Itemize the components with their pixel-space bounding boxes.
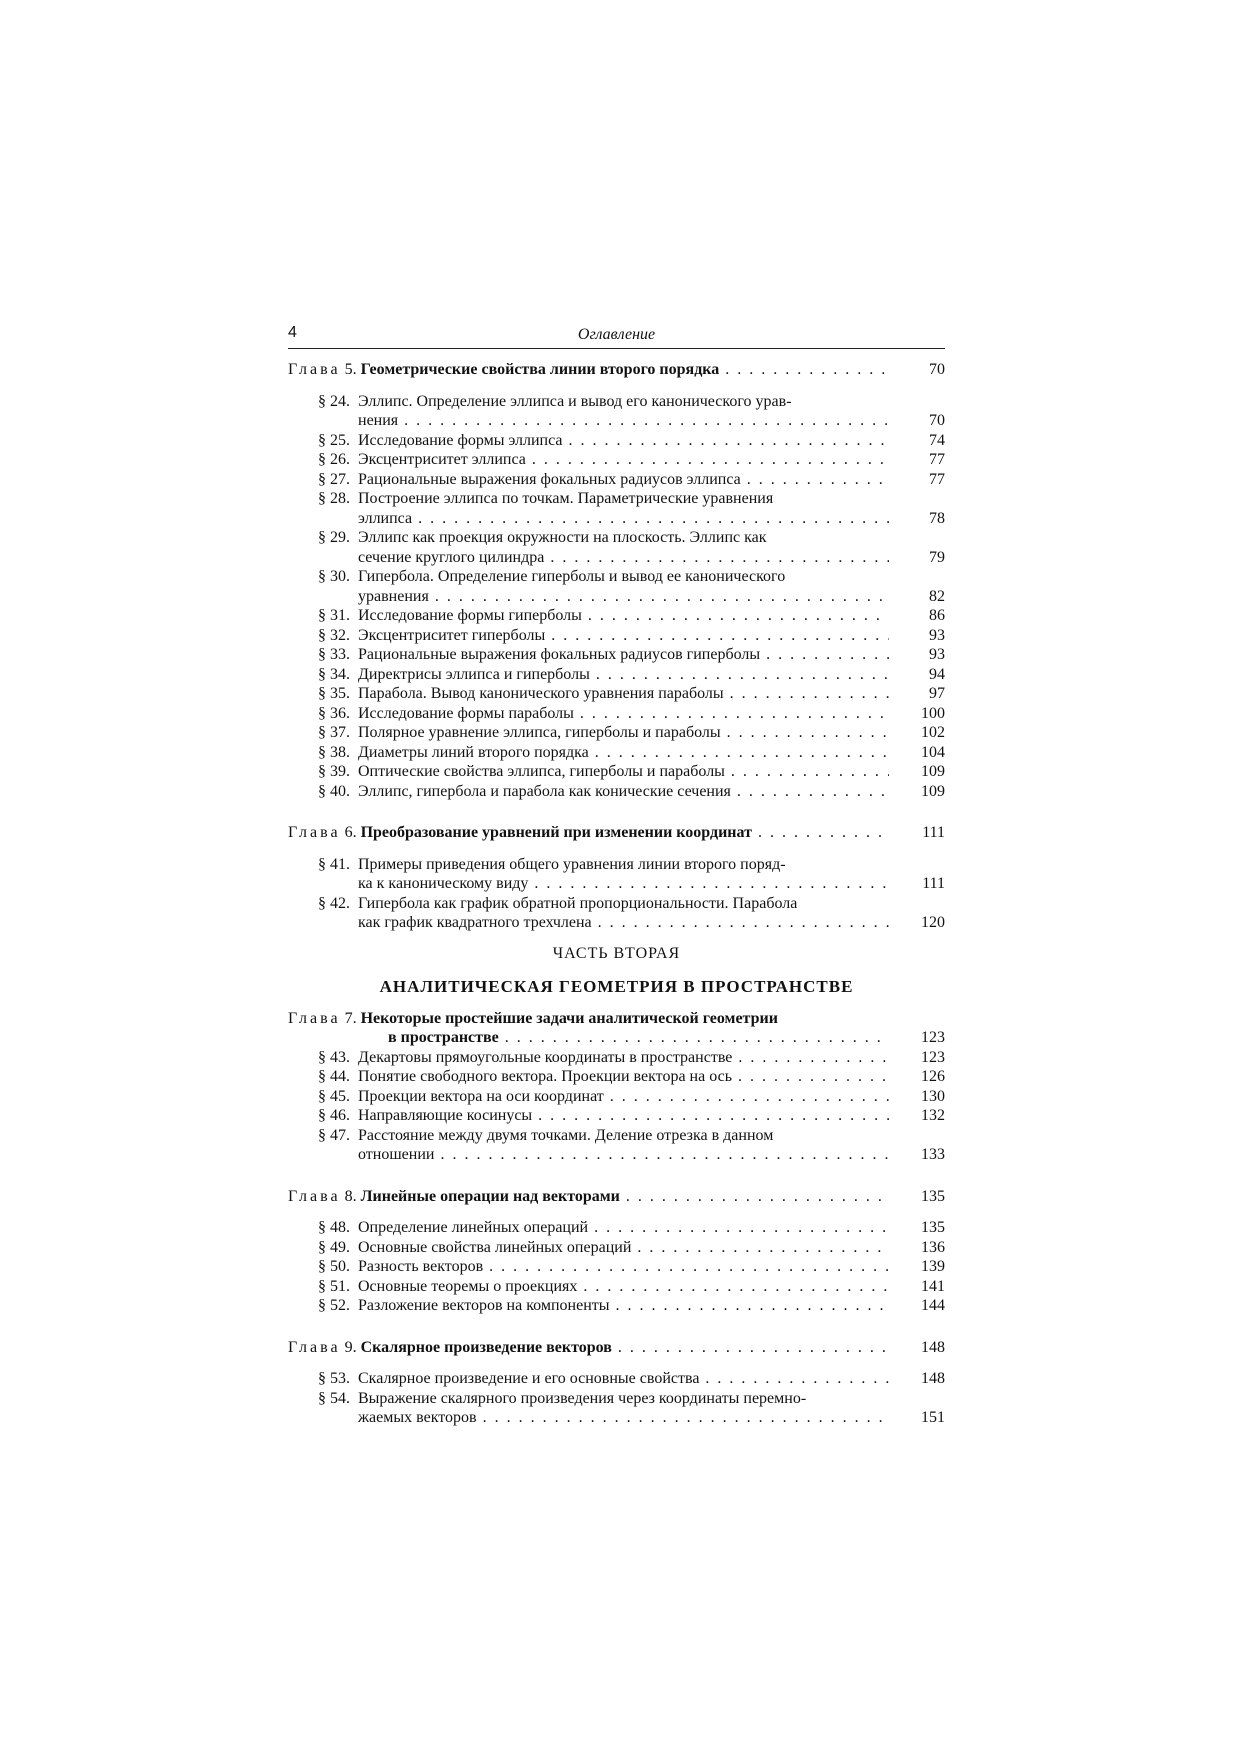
page-ref: 139 (921, 1258, 945, 1275)
chapter-title: Преобразование уравнений при изменении координат (360, 824, 752, 841)
section-number: § 34. (318, 665, 350, 683)
section-title: Оптические свойства эллипса, гиперболы и параболы (358, 763, 725, 780)
section-number: § 46. (318, 1107, 350, 1124)
toc-section-47[interactable] (288, 1126, 945, 1165)
toc-section-42[interactable] (288, 894, 945, 933)
chapter-number: 5. (344, 361, 357, 378)
chapter-lead: Глава (288, 824, 341, 841)
chapter-number: 7. (344, 1009, 357, 1027)
page-ref: 148 (921, 1370, 945, 1387)
chapter-title: Скалярное произведение векторов (360, 1338, 612, 1356)
section-number: § 36. (318, 704, 350, 722)
toc-section-34[interactable] (288, 665, 945, 685)
page-ref: 94 (929, 665, 945, 683)
toc-section-54[interactable] (288, 1389, 945, 1428)
section-number: § 40. (318, 782, 350, 800)
section-number: § 32. (318, 626, 350, 644)
section-title: Эксцентриситет гиперболы (358, 626, 546, 644)
section-title-line2: нения (358, 412, 399, 429)
section-number: § 45. (318, 1087, 350, 1105)
section-title-line1: Примеры приведения общего уравнения линии второго поряд- (358, 855, 786, 873)
section-number: § 37. (318, 724, 350, 741)
section-number: § 44. (318, 1068, 350, 1085)
toc-section-41[interactable] (288, 855, 945, 894)
toc-section-28[interactable] (288, 489, 945, 528)
section-number: § 26. (318, 451, 350, 468)
chapter-lead: Глава (288, 1338, 341, 1356)
toc-section-37[interactable] (288, 723, 945, 743)
section-title: Направляющие косинусы (358, 1107, 533, 1124)
section-title: Понятие свободного вектора. Проекции вектора на ось (358, 1068, 733, 1085)
toc-section-36[interactable] (288, 704, 945, 724)
page-ref: 82 (929, 587, 945, 605)
toc-section-27[interactable] (288, 470, 945, 490)
toc-section-46[interactable] (288, 1106, 945, 1126)
toc-section-49[interactable] (288, 1238, 945, 1258)
section-number: § 54. (318, 1389, 350, 1407)
page-ref: 123 (921, 1029, 945, 1046)
toc-section-30[interactable] (288, 567, 945, 606)
page-ref: 93 (929, 646, 945, 663)
section-number: § 31. (318, 607, 350, 624)
toc-section-33[interactable] (288, 645, 945, 665)
section-title: Определение линейных операций (358, 1219, 589, 1236)
page-ref: 136 (921, 1238, 945, 1256)
section-title: Эллипс, гипербола и парабола как конические сечения (358, 782, 731, 800)
page-ref: 111 (922, 824, 945, 841)
page-ref: 148 (921, 1338, 945, 1356)
toc-section-38[interactable] (288, 743, 945, 763)
toc-section-45[interactable] (288, 1087, 945, 1107)
section-number: § 30. (318, 568, 350, 585)
page-ref: 77 (929, 451, 945, 468)
section-title-line1: Построение эллипса по точкам. Параметрические уравнения (358, 490, 774, 507)
table-of-contents (288, 356, 945, 1428)
section-title-line1: Эллипс. Определение эллипса и вывод его канонического урав- (358, 392, 792, 410)
section-title: Разность векторов (358, 1258, 484, 1275)
chapter-number: 8. (344, 1187, 357, 1205)
page-ref: 135 (921, 1187, 945, 1205)
section-title-line2: ка к каноническому виду (358, 875, 529, 892)
section-title: Рациональные выражения фокальных радиусов эллипса (358, 470, 741, 488)
toc-section-25[interactable] (288, 431, 945, 451)
page-ref: 70 (929, 412, 945, 429)
page-ref: 151 (921, 1409, 945, 1426)
toc-section-35[interactable] (288, 684, 945, 704)
chapter-title: Геометрические свойства линии второго порядка (360, 361, 720, 378)
section-title: Проекции вектора на оси координат (358, 1087, 604, 1105)
part-title: АНАЛИТИЧЕСКАЯ ГЕОМЕТРИЯ В ПРОСТРАНСТВЕ (379, 976, 854, 996)
page-ref: 102 (921, 724, 945, 741)
page-ref: 109 (921, 782, 945, 800)
toc-section-52[interactable] (288, 1296, 945, 1316)
section-title-line1: Гипербола. Определение гиперболы и вывод ее канонического (358, 568, 786, 585)
section-title: Основные свойства линейных операций (358, 1238, 632, 1256)
toc-section-48[interactable] (288, 1218, 945, 1238)
page-ref: 126 (921, 1068, 945, 1085)
section-number: § 52. (318, 1297, 350, 1314)
section-number: § 27. (318, 470, 350, 488)
page-ref: 130 (921, 1087, 945, 1105)
toc-chapter-8[interactable] (288, 1187, 945, 1207)
page-ref: 144 (921, 1297, 945, 1314)
section-number: § 43. (318, 1048, 350, 1066)
page-ref: 100 (921, 704, 945, 722)
section-title: Директрисы эллипса и гиперболы (358, 665, 590, 683)
running-title: Оглавление (577, 326, 656, 343)
part-label: ЧАСТЬ ВТОРАЯ (552, 944, 681, 962)
toc-section-24[interactable] (288, 392, 945, 431)
section-number: § 51. (318, 1277, 350, 1295)
section-title-line2: жаемых векторов (358, 1409, 477, 1426)
section-title-line1: Расстояние между двумя точками. Деление отрезка в данном (358, 1126, 774, 1144)
section-number: § 49. (318, 1238, 350, 1256)
toc-section-43[interactable] (288, 1048, 945, 1068)
toc-chapter-7[interactable] (288, 1009, 945, 1048)
section-title: Рациональные выражения фокальных радиусов гиперболы (358, 646, 761, 663)
section-title-line1: Эллипс как проекция окружности на плоскость. Эллипс как (358, 529, 767, 546)
section-title-line2: эллипса (358, 509, 413, 527)
section-title: Исследование формы параболы (358, 704, 574, 722)
section-number: § 53. (318, 1370, 350, 1387)
section-title: Исследование формы гиперболы (358, 607, 582, 624)
toc-section-44[interactable] (288, 1067, 945, 1087)
page-ref: 70 (929, 361, 945, 378)
section-title-line1: Гипербола как график обратной пропорциональности. Парабола (358, 894, 798, 912)
section-title: Полярное уравнение эллипса, гиперболы и параболы (358, 724, 721, 741)
page-ref: 109 (921, 763, 945, 780)
toc-section-51[interactable] (288, 1277, 945, 1297)
page-ref: 77 (929, 470, 945, 488)
page-ref: 79 (929, 548, 945, 566)
toc-section-50[interactable] (288, 1257, 945, 1277)
toc-section-26[interactable] (288, 450, 945, 470)
section-number: § 42. (318, 894, 350, 912)
page-ref: 120 (921, 914, 945, 931)
page-ref: 133 (921, 1146, 945, 1163)
toc-section-32[interactable] (288, 626, 945, 646)
page-ref: 135 (921, 1219, 945, 1236)
chapter-title: Линейные операции над векторами (360, 1187, 620, 1205)
section-number: § 25. (318, 431, 350, 449)
chapter-lead: Глава (288, 1009, 341, 1027)
section-number: § 29. (318, 529, 350, 546)
section-number: § 39. (318, 763, 350, 780)
section-number: § 48. (318, 1219, 350, 1236)
section-number: § 47. (318, 1126, 350, 1144)
section-title-line2: сечение круглого цилиндра (358, 548, 545, 566)
toc-chapter-6[interactable] (288, 823, 945, 843)
section-title: Разложение векторов на компоненты (358, 1297, 610, 1314)
toc-section-53[interactable] (288, 1369, 945, 1389)
page-ref: 74 (929, 431, 945, 449)
chapter-title-line1: Некоторые простейшие задачи аналитической геометрии (360, 1009, 778, 1027)
section-number: § 50. (318, 1258, 350, 1275)
section-title: Парабола. Вывод канонического уравнения параболы (358, 685, 724, 702)
section-title: Декартовы прямоугольные координаты в пространстве (358, 1048, 733, 1066)
page-ref: 104 (921, 743, 945, 761)
section-title-line2: отношении (358, 1146, 435, 1163)
toc-chapter-5[interactable] (288, 360, 945, 380)
toc-section-29[interactable] (288, 528, 945, 567)
page-ref: 111 (922, 875, 945, 892)
page-ref: 123 (921, 1048, 945, 1066)
section-title-line2: как график квадратного трехчлена (358, 914, 592, 931)
section-title-line2: уравнения (358, 587, 429, 605)
section-title: Эксцентриситет эллипса (358, 451, 526, 468)
section-title-line1: Выражение скалярного произведения через координаты перемно- (358, 1389, 807, 1407)
toc-section-31[interactable] (288, 606, 945, 626)
section-number: § 28. (318, 490, 350, 507)
chapter-title-line2: в пространстве (388, 1029, 499, 1046)
page-ref: 141 (921, 1277, 945, 1295)
section-title: Основные теоремы о проекциях (358, 1277, 578, 1295)
chapter-lead: Глава (288, 1187, 341, 1205)
toc-chapter-9[interactable] (288, 1338, 945, 1358)
section-title: Исследование формы эллипса (358, 431, 563, 449)
page-ref: 132 (921, 1107, 945, 1124)
page-ref: 86 (929, 607, 945, 624)
section-number: § 33. (318, 646, 350, 663)
page-number: 4 (288, 324, 297, 341)
toc-section-39[interactable] (288, 762, 945, 782)
section-number: § 41. (318, 855, 350, 873)
toc-section-40[interactable] (288, 782, 945, 802)
section-number: § 24. (318, 392, 350, 410)
page-ref: 78 (929, 509, 945, 527)
section-number: § 35. (318, 685, 350, 702)
section-number: § 38. (318, 743, 350, 761)
chapter-number: 9. (344, 1338, 357, 1356)
section-title: Скалярное произведение и его основные свойства (358, 1370, 700, 1387)
page-ref: 97 (929, 685, 945, 702)
chapter-number: 6. (344, 824, 357, 841)
section-title: Диаметры линий второго порядка (358, 743, 589, 761)
chapter-lead: Глава (288, 361, 341, 378)
running-header (288, 326, 945, 349)
page-ref: 93 (929, 626, 945, 644)
